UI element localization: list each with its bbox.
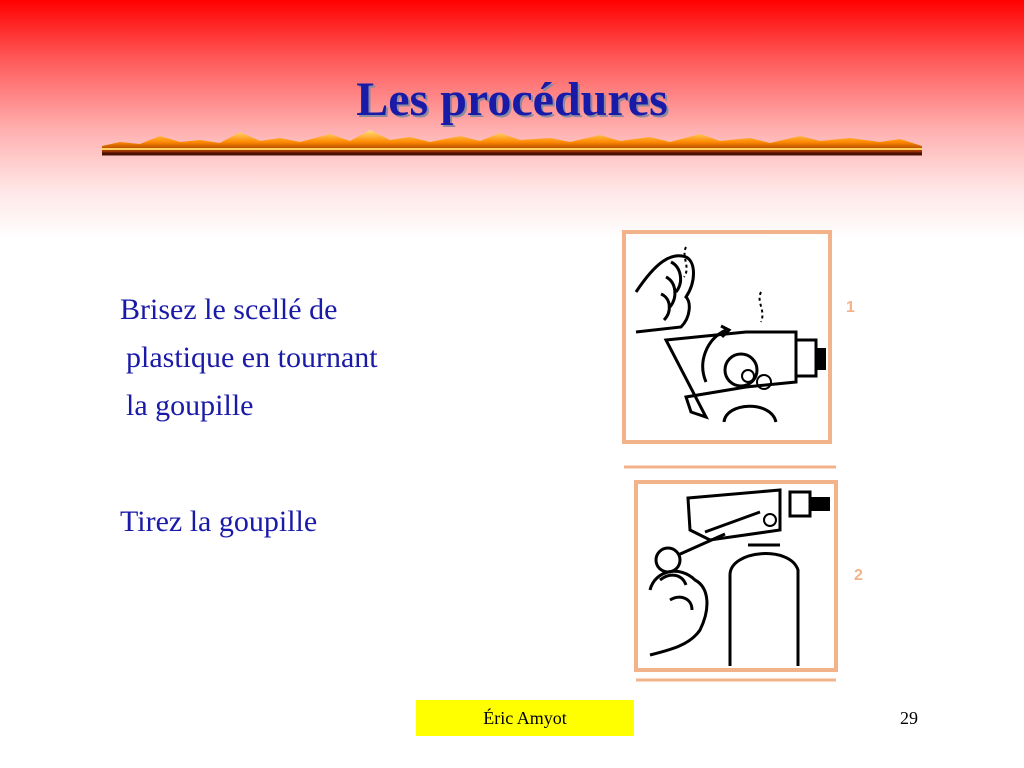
flame-divider (100, 122, 924, 162)
bullet-line: Brisez le scellé de (120, 293, 338, 326)
step-label: 2 (854, 567, 863, 584)
slide-title: Les procédures (356, 73, 668, 126)
bullet-break-seal (120, 286, 500, 430)
bullet-line: Tirez la goupille (120, 505, 318, 538)
bullet-line: plastique en tournant (126, 341, 378, 374)
page-number: 29 (900, 708, 918, 728)
step-label: 1 (846, 299, 855, 316)
bullet-line: la goupille (126, 389, 254, 422)
illustration-twist-pin (596, 222, 866, 472)
bullet-pull-pin (120, 498, 317, 546)
footer-author: Éric Amyot (416, 700, 634, 736)
illustration-pull-pin (630, 470, 866, 685)
